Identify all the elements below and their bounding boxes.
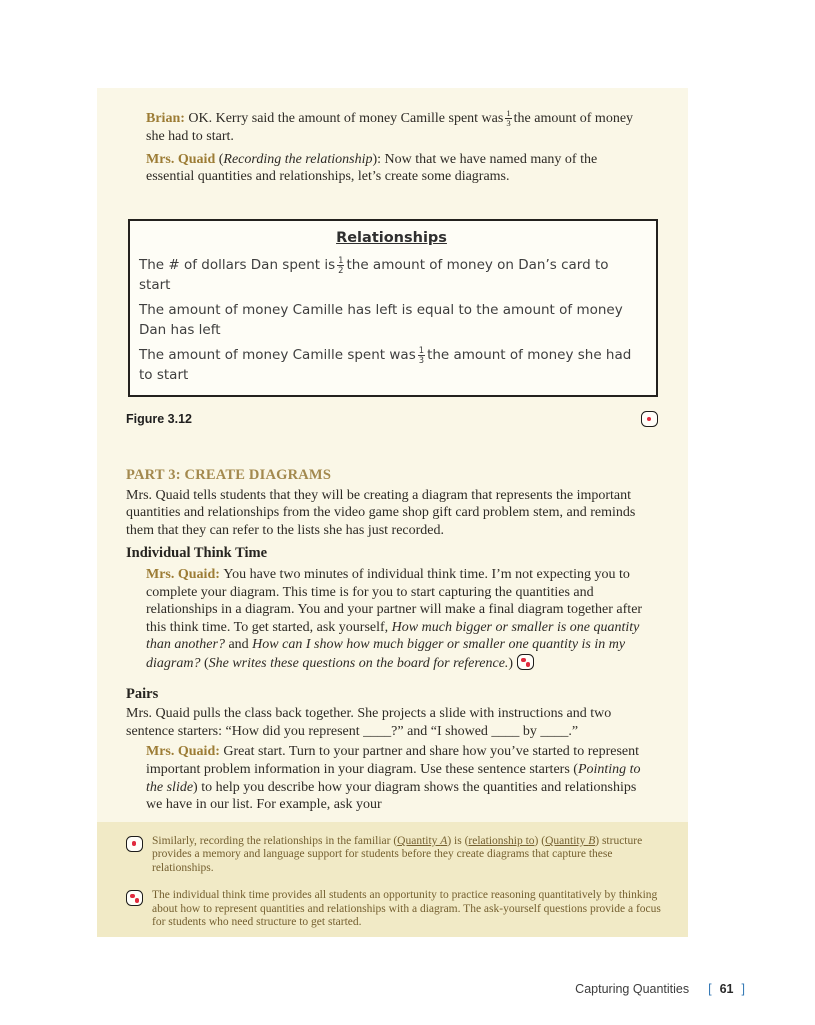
running-chapter-title: Capturing Quantities <box>575 982 690 996</box>
dialogue-text: the amount of money she had to start. <box>146 110 634 145</box>
single-dot-note-icon <box>641 411 658 427</box>
paren: ): <box>372 151 385 167</box>
main-text-column <box>97 88 688 814</box>
margin-note-text: Similarly, recording the relationships in the familiar (Quantity A) is (relationship to) (Quantity B) structure provides a memory and language support for students before they create diagrams that capture these relationships. <box>152 835 643 874</box>
dialogue-quaid-recording <box>146 151 646 186</box>
margin-notes-panel <box>97 822 688 937</box>
fraction-one-third: $\frac{1}{3}$ <box>418 344 425 365</box>
subsection-heading-pairs: Pairs <box>126 685 159 702</box>
stage-direction: Pointing to the slide <box>146 762 641 795</box>
single-dot-note-icon <box>126 836 143 852</box>
red-dot <box>526 662 531 667</box>
dialogue-text: ) to help you describe how your diagram shows the quantities and relationships we have in our list. For example, ask your <box>146 779 637 813</box>
page-content-area <box>97 88 688 937</box>
margin-note-text: The individual think time provides all students an opportunity to practice reasoning quantitatively by thinking about how to represent quantities and relationships with a diagram. The ask-yourself questions provide a focus for students who need structure to get started. <box>152 889 661 929</box>
relationships-box <box>128 219 658 397</box>
speaker-label-quaid: Mrs. Quaid: <box>146 744 224 760</box>
stage-direction: Recording the relationship <box>223 151 373 167</box>
dialogue-text: OK. Kerry said the amount of money Camille spent was <box>188 110 504 126</box>
relationship-item: The # of dollars Dan spent is $\frac{1}{2}$ the amount of money on Dan’s card to start <box>139 254 609 293</box>
red-dot <box>647 417 652 422</box>
dialogue-brian <box>146 109 646 146</box>
pairs-intro-paragraph: Mrs. Quaid pulls the class back together. She projects a slide with instructions and two sentence starters: “How did you represent ____?” and “I showed ____ by ____.” <box>126 706 612 739</box>
figure-caption-row <box>126 411 658 429</box>
figure-caption: Figure 3.12 <box>126 411 192 426</box>
dialogue-text: Now that we have named many of the essential quantities and relationships, let’s create some diagrams. <box>146 151 598 185</box>
footer-bracket-close: ] <box>741 982 745 996</box>
relationship-item: The amount of money Camille has left is equal to the amount of money Dan has left <box>139 301 623 338</box>
stage-direction: She writes these questions on the board for reference. <box>208 656 509 672</box>
dialogue-text: Great start. Turn to your partner and share how you’ve started to represent important problem information in your diagram. Use these sentence starters ( <box>146 744 639 777</box>
red-dot <box>130 894 135 899</box>
double-dot-note-icon <box>517 654 534 670</box>
paren: ( <box>215 151 224 167</box>
red-dot <box>135 898 140 903</box>
dialogue-quaid-pairs <box>146 743 646 813</box>
fraction-one-third: $\frac{1}{3}$ <box>506 108 511 129</box>
dialogue-text: You have two minutes of individual think time. I’m not expecting you to complete your diagram. This time is for you to start capturing the quantities and relationships in a diagram. You and your partner will make a final diagram together after this think time. To get started, ask yourself, <box>146 567 643 635</box>
dialogue-quaid-think-time: Mrs. Quaid: You have two minutes of individual think time. I’m not expecting you to complete your diagram. This time is for you to start capturing the quantities and relationships in a diagram. You and your partner will make a final diagram together after this think time. To get started, ask yourself, How much bigger or smaller is one quantity than another? and How can I show how much bigger or smaller one quantity is in my diagram? (She writes these questions on the board for reference.) <box>146 567 643 672</box>
speaker-label-brian: Brian: <box>146 110 185 126</box>
speaker-label-quaid: Mrs. Quaid: <box>146 567 224 583</box>
red-dot <box>132 841 137 846</box>
page-number: 61 <box>719 982 734 996</box>
double-dot-note-icon <box>126 890 143 906</box>
footer-bracket-open: [ <box>708 982 712 996</box>
margin-note-2 <box>126 889 662 929</box>
section-heading-part3: PART 3: CREATE DIAGRAMS <box>126 467 332 484</box>
fraction-one-half: $\frac{1}{2}$ <box>338 254 344 275</box>
relationship-item: The amount of money Camille spent was $\frac{1}{3}$ the amount of money she had to start <box>139 344 632 383</box>
subsection-heading-individual-think-time: Individual Think Time <box>126 545 268 562</box>
red-dot <box>521 658 526 663</box>
page-footer <box>575 982 745 996</box>
relationships-box-title: Relationships <box>336 230 447 246</box>
speaker-label-quaid: Mrs. Quaid <box>146 151 216 167</box>
margin-note-1 <box>126 835 662 875</box>
part3-intro-paragraph: Mrs. Quaid tells students that they will be creating a diagram that represents the important quantities and relationships from the video game shop gift card problem stem, and reminds them that they can refer to the lists she has just recorded. <box>126 487 636 538</box>
italic-ask-question-1: How much bigger or smaller is one quantity than another? <box>146 619 640 653</box>
italic-ask-question-2: How can I show how much bigger or smaller one quantity is in my diagram? <box>146 637 626 672</box>
